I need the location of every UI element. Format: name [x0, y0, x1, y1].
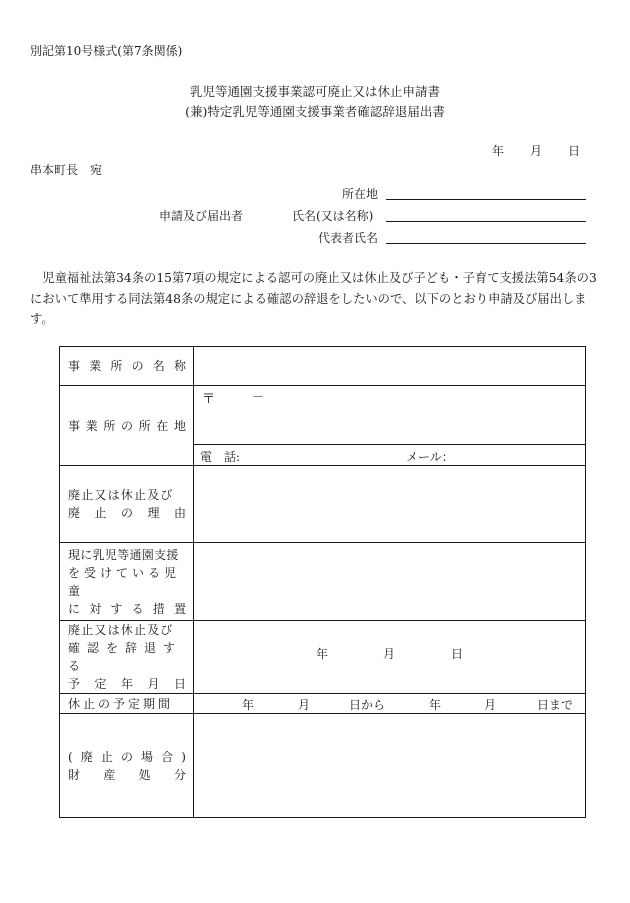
property-disposal-header: [60, 714, 194, 818]
reason-label-line2: 廃 止 の 理 由: [68, 506, 186, 520]
facility-name-field[interactable]: [194, 347, 586, 386]
period-end-day: 日まで: [537, 698, 574, 712]
planned-date-header: [60, 621, 194, 694]
body-text: 児童福祉法第34条の15第7項の規定による認可の廃止又は休止及び子ども・子育て支援法第54条の3において準用する同法第48条の規定による確認の辞退をしたいので、以下のとおり申請及び届出します。: [30, 271, 597, 326]
reason-header: [60, 466, 194, 543]
addressee: 串本町長 宛: [30, 163, 103, 177]
measures-label-line3: に 対 す る 措 置: [68, 601, 186, 616]
row-facility-address: [60, 386, 586, 466]
form-subtitle: (兼)特定乳児等通園支援事業者確認辞退届出書: [185, 104, 445, 119]
submission-date: [492, 142, 580, 159]
row-planned-date: [60, 621, 586, 694]
property-label-line1: ( 廃 止 の 場 合 ): [68, 749, 186, 764]
planned-label-line2: 確認を辞退する: [68, 641, 183, 673]
planned-date-field[interactable]: [194, 621, 586, 694]
planned-year: 年: [316, 647, 329, 661]
location-field[interactable]: [386, 199, 586, 200]
row-reason: [60, 466, 586, 543]
planned-label-line3: 予 定 年 月 日: [68, 677, 186, 691]
period-start-day: 日から: [349, 698, 386, 712]
facility-name-label: 事 業 所 の 名 称: [68, 359, 186, 373]
row-measures: [60, 543, 586, 621]
measures-label-line2: を受けている児童: [68, 565, 181, 598]
name-field[interactable]: [386, 221, 586, 222]
email-label: メール：: [406, 450, 454, 464]
row-facility-name: [60, 347, 586, 386]
measures-field[interactable]: [194, 543, 586, 621]
form-title: 乳児等通園支援事業認可廃止又は休止申請書: [189, 84, 440, 99]
date-day: 日: [568, 144, 581, 158]
facility-address-header: [60, 386, 194, 466]
period-start-year: 年: [242, 698, 255, 712]
suspension-period-label: 休止の予定期間: [68, 696, 174, 711]
name-label: 氏名(又は名称): [292, 209, 374, 223]
facility-address-label: 事 業 所 の 所 在 地: [68, 418, 186, 433]
property-disposal-field[interactable]: [194, 714, 586, 818]
postal-mark: 〒: [202, 392, 216, 407]
reason-field[interactable]: [194, 466, 586, 543]
address-field[interactable]: [194, 386, 585, 444]
suspension-period-header: [60, 694, 194, 714]
row-suspension-period: [60, 694, 586, 714]
postal-dash: －: [252, 390, 265, 404]
period-end-month: 月: [484, 698, 497, 712]
reason-label-line1: 廃止又は休止及び: [68, 488, 174, 502]
row-property-disposal: [60, 714, 586, 818]
phone-label: 電 話:: [200, 450, 241, 464]
planned-day: 日: [451, 647, 464, 661]
measures-label-line1: 現に乳児等通園支援: [68, 547, 179, 562]
suspension-period-field[interactable]: [194, 694, 586, 714]
measures-header: [60, 543, 194, 621]
facility-name-header: [60, 347, 194, 386]
application-table: [59, 346, 586, 818]
planned-month: 月: [383, 647, 396, 661]
representative-label: 代表者氏名: [318, 231, 379, 245]
contact-row: [194, 444, 585, 465]
period-start-month: 月: [298, 698, 311, 712]
facility-address-cell: [194, 386, 586, 466]
planned-label-line1: 廃止又は休止及び: [68, 623, 174, 637]
property-label-line2: 財 産 処 分: [68, 767, 186, 782]
location-label: 所在地: [342, 187, 379, 201]
representative-field[interactable]: [386, 243, 586, 244]
form-number: 別記第10号様式(第7条関係): [30, 44, 183, 58]
date-month: 月: [530, 144, 543, 158]
period-end-year: 年: [429, 698, 442, 712]
applicant-group-label: 申請及び届出者: [159, 209, 244, 223]
date-year: 年: [492, 144, 505, 158]
